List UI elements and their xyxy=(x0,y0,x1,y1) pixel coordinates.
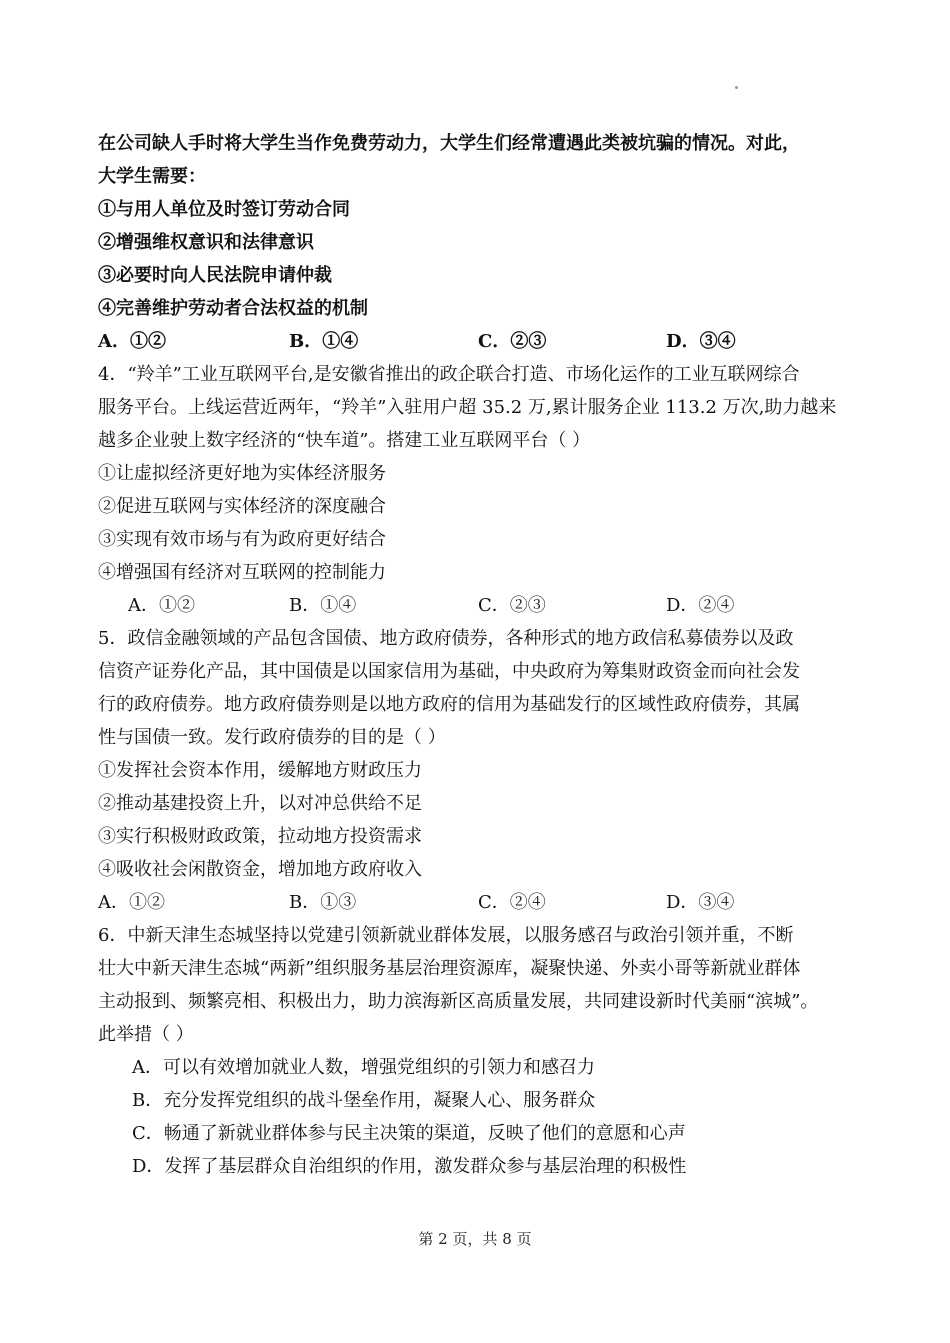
q4-option-b[interactable]: B．①④ xyxy=(289,595,357,616)
q6-option-d[interactable]: D．发挥了基层群众自治组织的作用，激发群众参与基层治理的积极性 xyxy=(132,1156,687,1177)
q5-item-3: ③实行积极财政政策，拉动地方投资需求 xyxy=(98,826,422,847)
q3-option-d[interactable]: D．③④ xyxy=(666,331,736,352)
q5-stem-line: 5．政信金融领域的产品包含国债、地方政府债券，各种形式的地方政信私募债券以及政 xyxy=(98,628,794,649)
q6-stem-line: 6．中新天津生态城坚持以党建引领新就业群体发展，以服务感召与政治引领并重，不断 xyxy=(98,925,794,946)
q5-stem-line: 信资产证券化产品，其中国债是以国家信用为基础，中央政府为筹集财政资金而向社会发 xyxy=(98,661,800,682)
q4-option-a[interactable]: A．①② xyxy=(128,595,195,616)
q5-option-d[interactable]: D．③④ xyxy=(666,892,735,913)
q6-option-c[interactable]: C．畅通了新就业群体参与民主决策的渠道，反映了他们的意愿和心声 xyxy=(132,1123,686,1144)
q6-stem-line: 此举措（ ） xyxy=(98,1024,194,1045)
q3-item-2: ②增强维权意识和法律意识 xyxy=(98,232,314,253)
q4-stem-line: 越多企业驶上数字经济的“快车道”。搭建工业互联网平台（ ） xyxy=(98,430,591,451)
q4-stem-line: 服务平台。上线运营近两年，“羚羊”入驻用户超 35.2 万,累计服务企业 113.2 万次,助力越来 xyxy=(98,397,837,418)
page-footer: 第 2 页，共 8 页 xyxy=(418,1230,532,1248)
q6-stem-line: 主动报到、频繁亮相、积极出力，助力滨海新区高质量发展，共同建设新时代美丽“滨城”。 xyxy=(98,991,819,1012)
q6-option-a[interactable]: A．可以有效增加就业人数，增强党组织的引领力和感召力 xyxy=(132,1057,595,1078)
q5-item-1: ①发挥社会资本作用，缓解地方财政压力 xyxy=(98,760,422,781)
q4-option-d[interactable]: D．②④ xyxy=(666,595,735,616)
q3-stem-line: 在公司缺人手时将大学生当作免费劳动力，大学生们经常遭遇此类被坑骗的情况。对此， xyxy=(98,133,800,154)
q6-stem-line: 壮大中新天津生态城“两新”组织服务基层治理资源库，凝聚快递、外卖小哥等新就业群体 xyxy=(98,958,801,979)
q3-option-c[interactable]: C．②③ xyxy=(478,331,547,352)
q5-item-2: ②推动基建投资上升，以对冲总供给不足 xyxy=(98,793,422,814)
q4-item-1: ①让虚拟经济更好地为实体经济服务 xyxy=(98,463,386,484)
q5-option-c[interactable]: C．②④ xyxy=(478,892,546,913)
q5-option-a[interactable]: A．①② xyxy=(98,892,165,913)
q4-option-c[interactable]: C．②③ xyxy=(478,595,546,616)
q3-item-4: ④完善维护劳动者合法权益的机制 xyxy=(98,298,368,319)
q3-item-1: ①与用人单位及时签订劳动合同 xyxy=(98,199,350,220)
q3-stem-line: 大学生需要： xyxy=(98,166,206,187)
q4-item-3: ③实现有效市场与有为政府更好结合 xyxy=(98,529,386,550)
q6-option-b[interactable]: B．充分发挥党组织的战斗堡垒作用，凝聚人心、服务群众 xyxy=(132,1090,596,1111)
q3-option-a[interactable]: A．①② xyxy=(98,331,166,352)
q3-option-b[interactable]: B．①④ xyxy=(289,331,359,352)
scan-dot xyxy=(735,86,738,89)
q5-item-4: ④吸收社会闲散资金，增加地方政府收入 xyxy=(98,859,422,880)
q5-stem-line: 性与国债一致。发行政府债券的目的是（ ） xyxy=(98,727,446,748)
q3-item-3: ③必要时向人民法院申请仲裁 xyxy=(98,265,332,286)
q4-item-4: ④增强国有经济对互联网的控制能力 xyxy=(98,562,386,583)
q4-stem-line: 4．“羚羊”工业互联网平台,是安徽省推出的政企联合打造、市场化运作的工业互联网综合 xyxy=(98,364,800,385)
q4-item-2: ②促进互联网与实体经济的深度融合 xyxy=(98,496,386,517)
q5-option-b[interactable]: B．①③ xyxy=(289,892,357,913)
q5-stem-line: 行的政府债券。地方政府债券则是以地方政府的信用为基础发行的区域性政府债券，其属 xyxy=(98,694,800,715)
